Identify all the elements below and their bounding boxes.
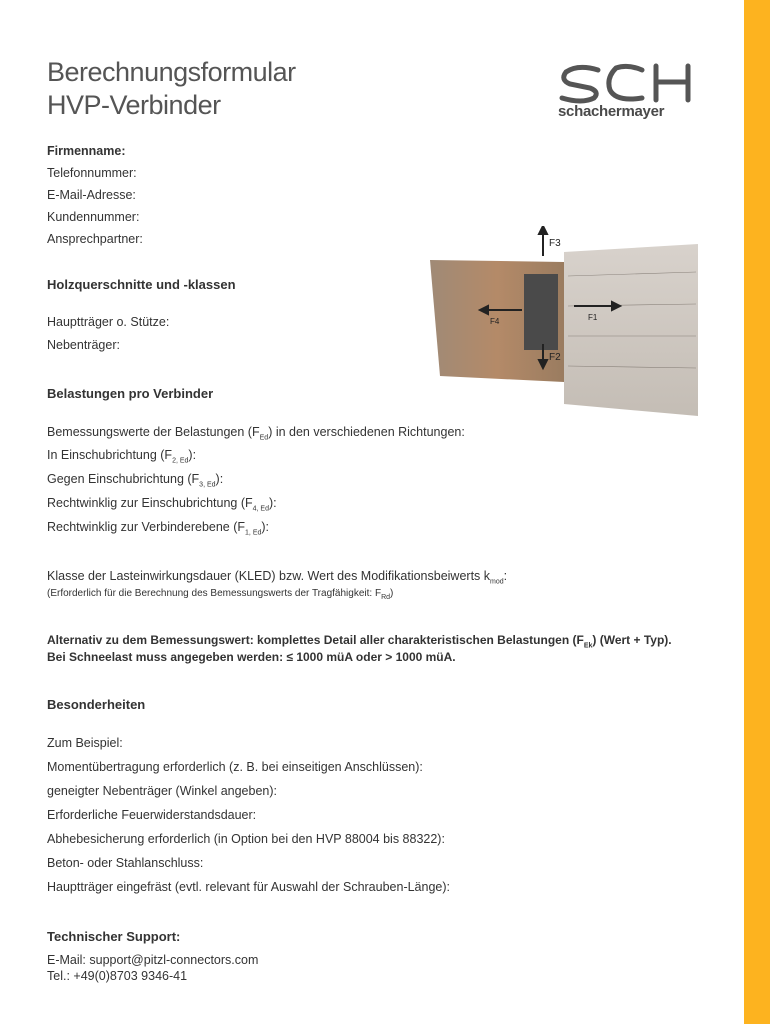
special-item: Abhebesicherung erforderlich (in Option bei den HVP 88004 bis 88322): [47,832,445,846]
page-title: Berechnungsformular HVP-Verbinder [47,57,296,120]
load-direction-f2: In Einschubrichtung $(F_{2, Ed})$: [47,448,197,465]
loads-intro: Bemessungswerte der Belastungen $(F_{Ed})$ in den verschiedenen Richtungen: [47,425,465,442]
label-f4: F4 [490,317,500,326]
kled-field: Klasse der Lasteinwirkungsdauer (KLED) bzw. Wert des Modifikationsbeiwerts $k_{mod}$: [47,569,508,586]
alternative-note: Alternativ zu dem Bemessungswert: komplettes Detail aller charakteristischen Belastungen $(F_{Ek})$ (Wert + Typ). [47,633,672,650]
support-heading: Technischer Support: [47,929,181,944]
special-item: Beton- oder Stahlanschluss: [47,856,204,870]
label-f2: F2 [549,352,561,363]
kled-note: (Erforderlich für die Berechnung des Bemessungswerts der Tragfähigkeit: $F_{Rd}$) [47,588,394,601]
support-email[interactable]: E-Mail: support@pitzl-connectors.com [47,953,259,967]
special-item: Erforderliche Feuerwiderstandsdauer: [47,808,257,822]
field-secondary-beam: Nebenträger: [47,338,120,352]
label-f1: F1 [588,313,598,322]
field-email: E-Mail-Adresse: [47,188,136,202]
timber-heading: Holzquerschnitte und -klassen [47,277,236,292]
loads-heading: Belastungen pro Verbinder [47,386,214,401]
special-item: Hauptträger eingefräst (evtl. relevant für Auswahl der Schrauben-Länge): [47,880,451,894]
field-phone: Telefonnummer: [47,166,137,180]
accent-stripe [744,0,770,1024]
load-direction-f3: Gegen Einschubrichtung $(F_{3, Ed})$: [47,472,224,489]
logo-wordmark: schachermayer [558,103,665,120]
field-contact-person: Ansprechpartner: [47,232,143,246]
support-phone[interactable]: Tel.: +49(0)8703 9346-41 [47,969,188,983]
special-item: geneigter Nebenträger (Winkel angeben): [47,784,277,798]
special-item: Momentübertragung erforderlich (z. B. bei einseitigen Anschlüssen): [47,760,423,774]
label-f3: F3 [549,238,561,249]
field-company: Firmenname: [47,144,126,158]
load-direction-f1: Rechtwinklig zur Verbinderebene $(F_{1, Ed})$: [47,520,270,537]
connector-photo [428,226,698,416]
snow-load-note: Bei Schneelast muss angegeben werden: ≤ 1000 müA oder > 1000 müA. [47,650,456,664]
special-item: Zum Beispiel: [47,736,123,750]
special-heading: Besonderheiten [47,697,146,712]
field-customer-number: Kundennummer: [47,210,140,224]
load-direction-f4: Rechtwinklig zur Einschubrichtung $(F_{4, Ed})$: [47,496,277,513]
field-main-beam: Hauptträger o. Stütze: [47,315,170,329]
